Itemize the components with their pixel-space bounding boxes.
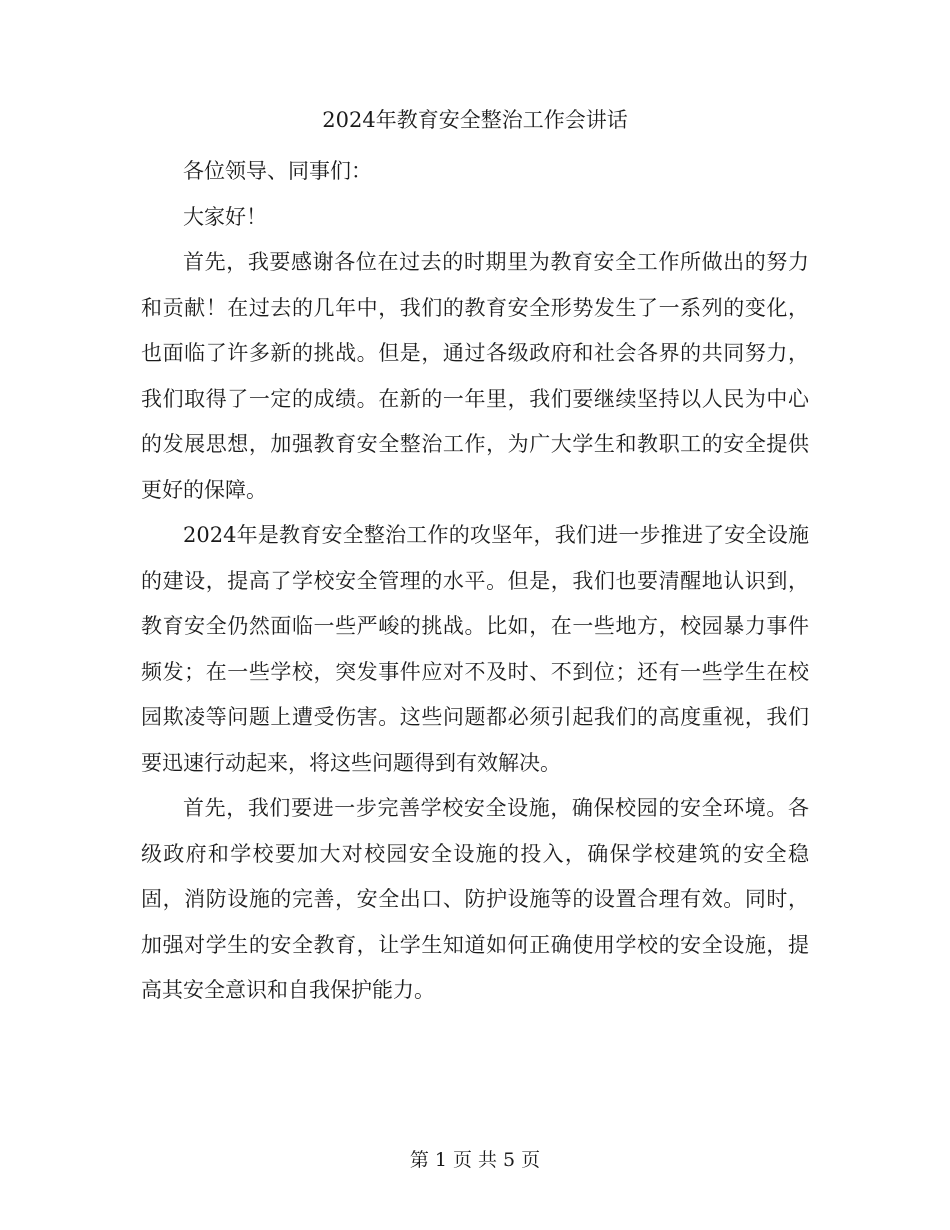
greeting: 大家好！ (183, 204, 267, 229)
body-paragraph: 首先，我们要进一步完善学校安全设施，确保校园的安全环境。各级政府和学校要加大对校园安全设施的投入，确保学校建筑的安全稳固，消防设施的完善，安全出口、防护设施等的设置合理有效。同时，加强对学生的安全教育，让学生知道如何正确使用学校的安全设施，提高其安全意识和自我保护能力。 (141, 796, 809, 1002)
salutation: 各位领导、同事们： (183, 159, 372, 183)
page-number-footer: 第 1 页 共 5 页 (409, 1149, 541, 1171)
body-paragraph: 首先，我要感谢各位在过去的时期里为教育安全工作所做出的努力和贡献！在过去的几年中，我们的教育安全形势发生了一系列的变化，也面临了许多新的挑战。但是，通过各级政府和社会各界的共同努力，我们取得了一定的成绩。在新的一年里，我们要继续坚持以人民为中心的发展思想，加强教育安全整治工作，为广大学生和教职工的安全提供更好的保障。 (141, 250, 809, 502)
document-title: 2024年教育安全整治工作会讲话 (322, 108, 628, 132)
document-body (141, 149, 809, 1014)
body-paragraph: 2024年是教育安全整治工作的攻坚年，我们进一步推进了安全设施的建设，提高了学校安全管理的水平。但是，我们也要清醒地认识到，教育安全仍然面临一些严峻的挑战。比如，在一些地方，校园暴力事件频发；在一些学校，突发事件应对不及时、不到位；还有一些学生在校园欺凌等问题上遭受伤害。这些问题都必须引起我们的高度重视，我们要迅速行动起来，将这些问题得到有效解决。 (141, 523, 809, 775)
